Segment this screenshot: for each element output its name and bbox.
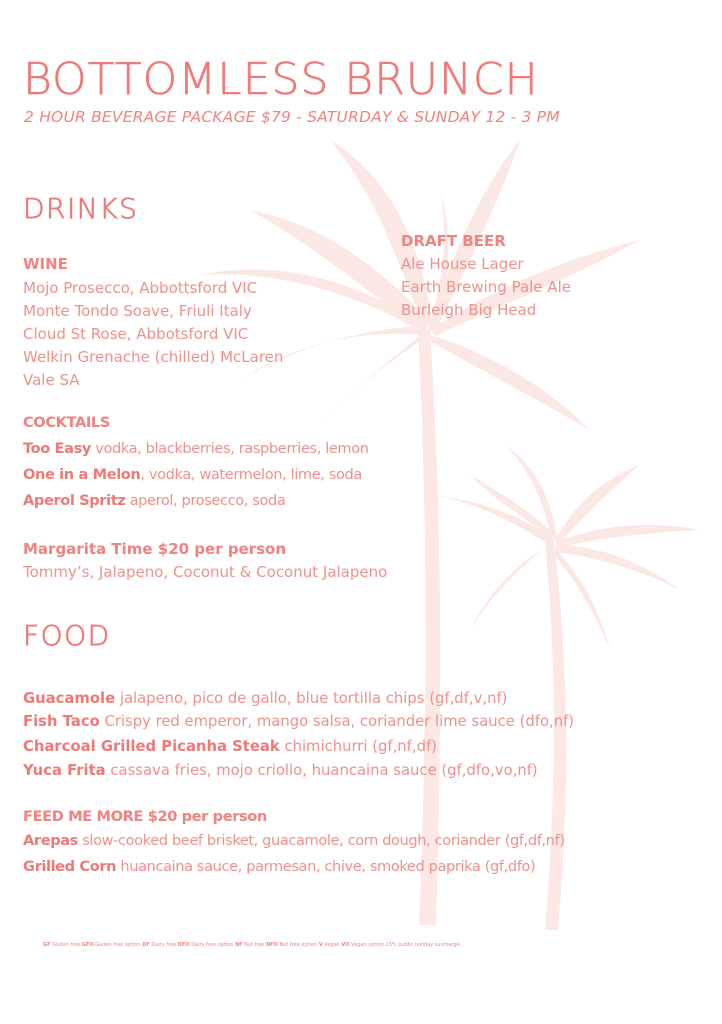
- cocktail-item: [23, 463, 362, 486]
- wine-label: WINE: [23, 255, 68, 273]
- legend-text: Nut free: [242, 942, 267, 948]
- legend-code: DF: [142, 942, 150, 948]
- legend-code: DFO: [177, 942, 190, 948]
- food-desc: chimichurri (gf,nf,df): [279, 738, 437, 755]
- wine-item: Welkin Grenache (chilled) McLaren: [23, 348, 284, 366]
- food-name: Charcoal Grilled Picanha Steak: [23, 738, 280, 755]
- wine-item: Cloud St Rose, Abbotsford VIC: [23, 325, 249, 343]
- cocktail-item: [23, 437, 369, 460]
- food-name: Guacamole: [23, 690, 116, 707]
- legend-code: NF: [234, 942, 243, 948]
- cocktails-label: COCKTAILS: [23, 414, 110, 431]
- cocktail-name: Aperol Spritz: [23, 492, 126, 509]
- cocktail-name: One in a Melon: [23, 466, 141, 483]
- legend-text: Gluten free option: [93, 942, 143, 948]
- dietary-legend: [43, 942, 461, 948]
- legend-text: Vegan: [322, 942, 342, 948]
- margarita-label: Margarita Time $20 per person: [23, 540, 287, 558]
- extra-name: Grilled Corn: [23, 858, 117, 875]
- legend-code: V: [318, 942, 323, 948]
- cocktail-item: [23, 489, 285, 512]
- draft-beer-label: DRAFT BEER: [401, 232, 506, 250]
- legend-code: NFO: [266, 942, 278, 948]
- legend-code: VO: [341, 942, 350, 948]
- legend-text: Gluten free: [50, 942, 82, 948]
- wine-item: Mojo Prosecco, Abbottsford VIC: [23, 279, 258, 297]
- extra-desc: huancaina sauce, parmesan, chive, smoked paprika (gf,dfo): [116, 858, 536, 875]
- feed-me-more-label: FEED ME MORE $20 per person: [23, 808, 267, 825]
- extra-name: Arepas: [23, 832, 78, 849]
- page-subtitle: 2 HOUR BEVERAGE PACKAGE $79 - SATURDAY & SUNDAY 12 - 3 PM: [24, 108, 560, 126]
- legend-text: Nut free option: [277, 942, 319, 948]
- wine-item: Vale SA: [23, 371, 80, 389]
- wine-item: Monte Tondo Soave, Friuli Italy: [23, 302, 252, 320]
- legend-code: GF: [43, 942, 51, 948]
- food-desc: jalapeno, pico de gallo, blue tortilla chips (gf,df,v,nf): [115, 690, 508, 707]
- beer-item: Burleigh Big Head: [401, 301, 537, 319]
- beer-item: Ale House Lager: [401, 255, 524, 273]
- food-name: Yuca Frita: [23, 762, 106, 779]
- cocktail-desc: aperol, prosecco, soda: [125, 492, 286, 509]
- cocktail-name: Too Easy: [23, 440, 91, 457]
- margarita-desc: Tommy’s, Jalapeno, Coconut & Coconut Jalapeno: [23, 563, 388, 581]
- legend-text: Vegan option: [349, 942, 386, 948]
- food-item: [23, 710, 574, 733]
- drinks-heading: DRINKS: [23, 192, 139, 225]
- food-desc: Crispy red emperor, mango salsa, coriander lime sauce (dfo,nf): [99, 713, 575, 730]
- extra-item: [23, 855, 535, 878]
- food-item: [23, 759, 538, 782]
- extra-item: [23, 829, 565, 852]
- legend-code: GFO: [81, 942, 94, 948]
- legend-text: Dairy free option: [189, 942, 235, 948]
- food-item: [23, 687, 507, 710]
- beer-item: Earth Brewing Pale Ale: [401, 278, 571, 296]
- legend-text: Dairy free: [149, 942, 178, 948]
- food-name: Fish Taco: [23, 713, 100, 730]
- page-title: BOTTOMLESS BRUNCH: [23, 54, 539, 105]
- cocktail-desc: vodka, blackberries, raspberries, lemon: [90, 440, 369, 457]
- food-item: [23, 735, 437, 758]
- cocktail-desc: , vodka, watermelon, lime, soda: [140, 466, 362, 483]
- food-desc: cassava fries, mojo criollo, huancaina sauce (gf,dfo,vo,nf): [105, 762, 538, 779]
- surcharge-note: 15% public holiday surcharge.: [385, 942, 462, 948]
- extra-desc: slow-cooked beef brisket, guacamole, corn dough, coriander (gf,df,nf): [77, 832, 565, 849]
- food-heading: FOOD: [23, 619, 111, 652]
